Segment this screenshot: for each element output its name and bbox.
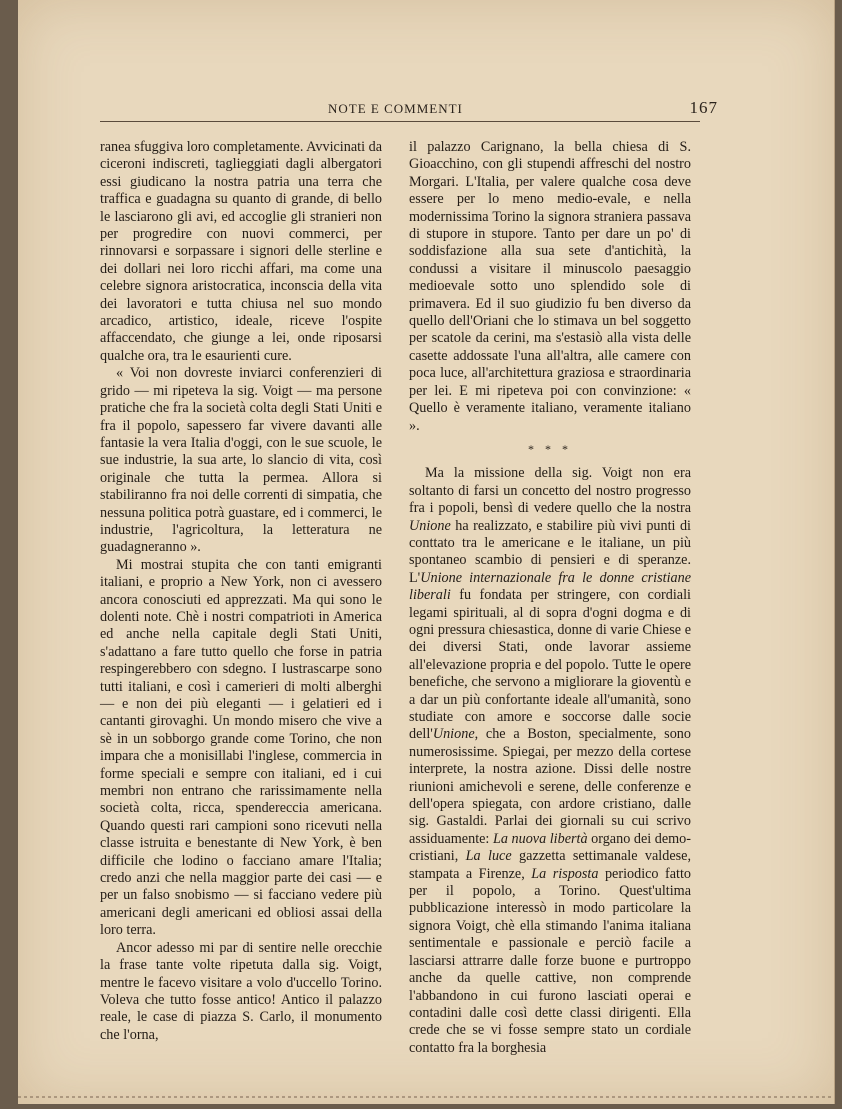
page-number: 167: [689, 98, 718, 117]
italic-title: Unione: [432, 726, 475, 743]
right-column: [409, 139, 691, 1057]
italic-title: La luce: [465, 848, 512, 865]
text-run: gazzetta settimanale valdese, stampata a Firenze,: [409, 848, 691, 882]
header-rule: [100, 121, 700, 122]
book-page: [18, 0, 835, 1104]
section-separator: * * *: [528, 441, 572, 456]
text-run: organo dei demo-cristiani,: [409, 830, 691, 865]
italic-title: Unione internazionale fra le donne cristiane liberali: [409, 569, 691, 604]
text-run: Ma la missione della sig. Voigt non era soltanto di farsi un concetto del nostro progresso fra i popoli, bensì di vedere quello che la nostra: [409, 465, 691, 517]
text-run: periodico fatto per il popolo, a Torino. Quest'ultima pubblicazione interessò in modo particolare la signora Voigt, chè ella stimando l'anima italiana sentimentale e passionale e perciò facile a lasciarsi attrarre dalle forze buone e purtroppo anche da quelle cattive, non comprende l'abbandono in cui furono lasciati operai e contadini dalle così dette classi dirigenti. Ella crede che se vi fosse sempre stato un cordiale contatto fra la borghesia: [409, 865, 692, 1056]
paragraph: Mi mostrai stupita che con tanti emigranti italiani, e proprio a New York, non ci avessero ancora conosciuti ed apprezzati. Ma qui sono le dolenti note. Chè i nostri compatrioti in America ed anche nella capitale degli Stati Uniti, s'adattano a fare tutto quello che forse in patria respingerebbero con sdegno. I lustrascarpe sono tutti italiani, e così i camerieri di molti alberghi — e non dei più eleganti — i gelatieri ed i cantanti girovaghi. Un mondo misero che vive a sè in un sobborgo grande come Torino, che non impara che a monisillabi l'inglese, commercia in forme speciali e sempre con italiani, ed i cui membri non entrano che rarissimamente nella società colta, ricca, spendereccia americana. Quando questi rari campioni sono ricevuti nella classe istruita e benestante di New York, è ben difficile che lodino o facciano amare l'Italia; credo anzi che nella maggior parte dei casi — e per un falso snobismo — si facciano vedere più americani degli americani ed obliosi assai della loro terra.: [100, 556, 382, 939]
paragraph-with-italics: [409, 465, 691, 1057]
text-run: , che a Boston, specialmente, sono numerosissime. Spiegai, per mezzo della cortese interprete, la nostra azione. Dissi delle nostre riunioni amichevoli e serene, delle conferenze e dell'opera spiegata, con ardore cristiano, dalle sig. Gastaldi. Parlai dei giornali su cui scrivo assiduamente:: [409, 726, 691, 847]
page-edge: [18, 1096, 834, 1098]
paragraph: « Voi non dovreste inviarci conferenzieri di grido — mi ripeteva la sig. Voigt — ma persone pratiche che fra la società colta degli Stati Uniti e fra il popolo, sapessero far vivere davanti alle fantasie la vera Italia d'oggi, con le sue scuole, le sue industrie, la sua arte, lo slancio di vita, così originale che tutta la permea. Allora si stabiliranno fra noi delle correnti di simpatia, che nessuna politica potrà guastare, ed i commerci, le industrie, l'agricoltura, la letteratura ne guadagneranno ».: [100, 365, 382, 556]
text-run: ha realizzato, e stabilire più vivi punti di conttato tra le americane e le italiane, un più spontaneo scambio di pensieri e di speranze. L': [409, 517, 691, 586]
text-run: fu fondata per stringere, con cordiali legami spirituali, al di sopra d'ogni dogma e di ogni pressura chiesastica, donne di varie Chiese e dei diversi Stati, onde lavorar assieme all'elevazione propria e del popolo. Tutte le opere benefiche, che servono a migliorare la gioventù e a dar un più confortante ideale all'umanità, sono studiate con amore e soccorse dalle socie dell': [409, 587, 691, 743]
italic-title: La risposta: [531, 865, 599, 882]
paragraph: ranea sfuggiva loro completamente. Avvicinati da ciceroni indiscreti, taglieggiati dagli albergatori essi giudicano la nostra patria una terra che traffica e guadagna su quanto di grande, di bello le lasciarono gli avi, ed accoglie gli stranieri non per progredire con nuovi commerci, per rinnovarsi e sorpassare i signori delle sterline e dei dollari nei loro ricchi affari, ma come una celebre signora aristocratica, inconscia della vita dei lavoratori e tutta chiusa nel suo mondo arcadico, artistico, ideale, riceve l'ospite affaccendato, che giunge a lei, onde riposarsi qualche ora, tra le esaurienti cure.: [100, 139, 382, 364]
italic-title: La nuova libertà: [492, 830, 588, 847]
paragraph: Ancor adesso mi par di sentire nelle orecchie la frase tante volte ripetuta dalla sig. Voigt, mentre le facevo visitare a volo d'uccello Torino. Voleva che tutto fosse antico! Antico il palazzo reale, le case di piazza S. Carlo, il monumento che l'orna,: [100, 939, 382, 1043]
page-header: [328, 98, 718, 118]
running-title: NOTE E COMMENTI: [328, 101, 463, 116]
italic-title: Unione: [409, 517, 451, 534]
paragraph: il palazzo Carignano, la bella chiesa di S. Gioacchino, con gli stupendi affreschi del nostro Morgari. L'Italia, per valere qualche cosa deve essere per lo meno medio-evale, e nella modernissima Torino la signora straniera passava di stupore in stupore. Tanto per dare un po' di soddisfazione alla sua sete d'antichità, la condussi a visitare il minuscolo paesaggio medioevale sotto uno splendido sole di primavera. Ed il suo giudizio fu ben diverso da quello dell'Oriani che lo stimava un bel soggetto per scatole da cerini, ma s'estasiò alla vista delle casette addossate l'una all'altra, alle camere con poca luce, all'architettura graziosa e straordinaria per lei. E mi ripeteva poi con convinzione: « Quello è veramente italiano, veramente italiano ».: [409, 139, 691, 434]
left-column: [100, 139, 382, 1044]
